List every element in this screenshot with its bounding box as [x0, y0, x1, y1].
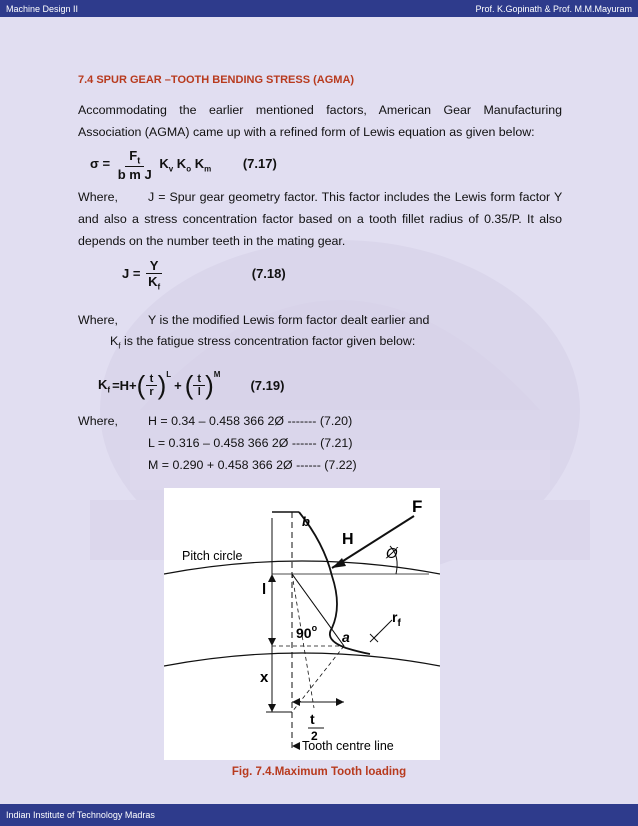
label-two: 2: [311, 729, 318, 743]
eq717-k1: K: [159, 156, 169, 172]
label-90: [296, 623, 318, 641]
centre-arrow: [292, 742, 300, 750]
label-F: F: [412, 497, 423, 516]
label-l: l: [262, 581, 267, 598]
eq719-f2-den: l: [197, 386, 201, 398]
l-arrow-top: [268, 574, 276, 582]
where3-line-l: L = 0.316 – 0.458 366 2Ø ------ (7.21): [148, 436, 353, 450]
equation-7-18: [122, 258, 286, 292]
where3-line-h: H = 0.34 – 0.458 366 2Ø ------- (7.20): [148, 414, 353, 428]
where1-paragraph: [78, 186, 562, 252]
label-x: x: [260, 669, 269, 686]
eq718-den-symbol: K: [148, 274, 158, 289]
eq718-lhs: J =: [122, 266, 141, 282]
eq719-number: (7.19): [250, 378, 285, 393]
eq719-f1-den: r: [149, 386, 154, 398]
t-arrow-right: [336, 698, 344, 706]
tooth-diagram: [164, 488, 440, 760]
eq719-f1-num: t: [146, 373, 158, 386]
label-a: a: [342, 629, 350, 645]
label-deg: o: [311, 623, 318, 633]
where2-k: K: [110, 334, 119, 348]
eq718-den-sub: f: [157, 282, 161, 292]
eq719-eq: =H+: [112, 378, 137, 393]
where3-label: Where,: [78, 414, 118, 428]
eq717-k2-sub: o: [186, 164, 192, 174]
label-pitch-circle: Pitch circle: [182, 549, 243, 563]
intro-paragraph: Accommodating the earlier mentioned factors, American Gear Manufacturing Association (AGMA) came up with a refined form of Lewis equation as given below:: [78, 103, 562, 139]
where2-text2: is the fatigue stress concentration factor given below:: [120, 334, 416, 348]
where2-label: Where,: [78, 313, 118, 327]
equation-7-19: [98, 370, 284, 401]
eq719-k-sub: f: [107, 385, 111, 395]
eq719-exp2: M: [213, 370, 221, 379]
eq717-num-symbol: F: [129, 148, 138, 163]
where2-line1: [78, 313, 429, 327]
eq717-fraction: [114, 148, 156, 182]
eq719-f2-num: t: [193, 373, 205, 386]
eq717-denominator: b m J: [117, 166, 152, 182]
eq717-num-sub: t: [137, 155, 141, 166]
construction-line: [292, 574, 314, 708]
eq719-k: K: [98, 376, 108, 392]
eq718-denominator: [144, 274, 164, 292]
authors: Prof. K.Gopinath & Prof. M.M.Mayuram: [475, 3, 632, 14]
course-title: Machine Design II: [6, 3, 79, 14]
l-arrow-bottom: [268, 638, 276, 646]
label-rf-main: r: [392, 609, 398, 625]
eq719-paren-close-1: ): [157, 370, 167, 400]
eq719-paren-open-1: (: [136, 370, 146, 400]
label-rf: [392, 609, 401, 629]
eq717-number: (7.17): [242, 156, 277, 172]
eq719-paren-close-2: ): [205, 370, 214, 400]
where2-k-sub: f: [118, 341, 121, 351]
rf-leader: [374, 620, 392, 638]
eq717-kv: [159, 156, 174, 174]
eq717-k1-sub: v: [168, 164, 174, 174]
equation-7-17: [90, 148, 277, 182]
label-phi: Ø: [386, 545, 398, 562]
eq719-lhs: [98, 377, 110, 395]
eq717-k3: K: [194, 156, 205, 172]
figure-caption: Fig. 7.4.Maximum Tooth loading: [231, 766, 407, 778]
eq718-number: (7.18): [251, 266, 286, 282]
page-footer: [0, 804, 638, 826]
where1-label: Where,: [78, 190, 118, 204]
eq719-plus: +: [174, 378, 182, 393]
where2-text1: Y is the modified Lewis form factor dealt earlier and: [148, 313, 430, 327]
eq717-ko: [176, 156, 192, 174]
eq717-numerator: [125, 148, 144, 167]
where1-rest: and also a stress concentration factor based on a tooth fillet radius of 0.35/P. It also depends on the number teeth in the mating gear.: [78, 212, 562, 248]
label-90-main: 90: [296, 625, 312, 641]
eq719-exp1: L: [166, 370, 172, 379]
page-header: [0, 0, 638, 17]
eq718-fraction: [144, 258, 164, 292]
eq719-fraction-1: [145, 373, 157, 398]
label-rf-sub: f: [397, 618, 401, 629]
label-t: t: [310, 711, 315, 727]
eq717-km: [194, 156, 212, 174]
eq718-numerator: Y: [146, 258, 163, 274]
root-circle-arc: [164, 653, 440, 666]
eq719-fraction-2: [193, 373, 205, 398]
eq719-paren-open-2: (: [184, 370, 194, 400]
tooth-loading-figure: [164, 488, 440, 760]
eq717-k3-sub: m: [204, 164, 212, 174]
x-arrow-bottom: [268, 704, 276, 712]
label-b: b: [302, 514, 310, 529]
where2-line2: [110, 334, 415, 350]
label-centre-line: Tooth centre line: [302, 739, 394, 753]
where1-first: J = Spur gear geometry factor. This factor includes the Lewis form factor Y: [148, 190, 562, 204]
section-title: 7.4 SPUR GEAR –TOOTH BENDING STRESS (AGMA): [78, 74, 355, 86]
where3-line-m: M = 0.290 + 0.458 366 2Ø ------ (7.22): [148, 458, 357, 472]
label-H: H: [342, 531, 354, 548]
eq717-lhs: σ =: [90, 156, 111, 172]
t-arrow-left: [292, 698, 300, 706]
institute-name: Indian Institute of Technology Madras: [6, 810, 155, 820]
eq717-k2: K: [176, 156, 187, 172]
